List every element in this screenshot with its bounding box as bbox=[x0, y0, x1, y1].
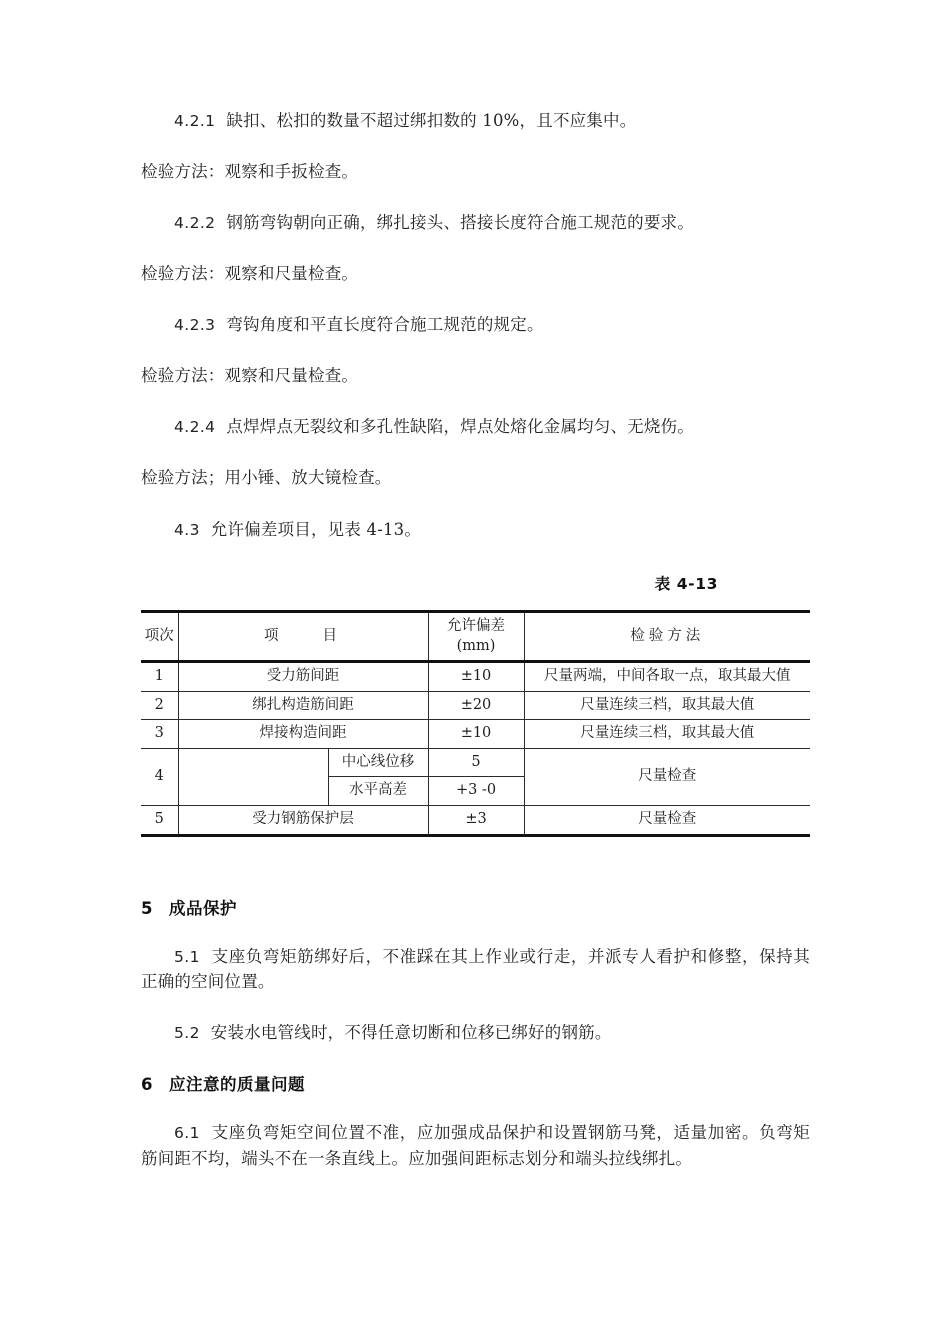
clause-text: 安装水电管线时，不得任意切断和位移已绑好的钢筋。 bbox=[210, 1023, 612, 1043]
section-5-heading bbox=[141, 895, 810, 919]
cell-method: 尺量检查 bbox=[524, 806, 810, 836]
cell-tolerance: +3 -0 bbox=[428, 777, 524, 806]
clause-group-4-2 bbox=[141, 108, 810, 542]
allowable-deviation-table bbox=[141, 610, 810, 837]
cell-index: 5 bbox=[141, 806, 178, 836]
table-row bbox=[141, 748, 810, 777]
cell-item: 焊接构造间距 bbox=[178, 720, 428, 749]
section-6-heading bbox=[141, 1071, 810, 1095]
clause-number: 5.1 bbox=[174, 947, 200, 966]
cell-item: 受力筋间距 bbox=[178, 662, 428, 692]
cell-method: 尺量连续三档，取其最大值 bbox=[524, 720, 810, 749]
clause-number: 5.2 bbox=[174, 1024, 200, 1043]
table-caption: 表 4-13 bbox=[654, 575, 718, 594]
inspection-method-4-2-1: 检验方法：观察和手扳检查。 bbox=[141, 162, 359, 182]
cell-method: 尺量检查 bbox=[524, 748, 810, 805]
cell-tolerance: 5 bbox=[428, 748, 524, 777]
clause-number: 6.1 bbox=[174, 1124, 200, 1143]
clause-4-2-1 bbox=[141, 108, 810, 134]
inspection-method-4-2-2: 检验方法：观察和尺量检查。 bbox=[141, 264, 359, 284]
table-row bbox=[141, 806, 810, 836]
clause-5-1 bbox=[141, 944, 810, 995]
section-6 bbox=[141, 1071, 810, 1171]
cell-tolerance: ±3 bbox=[428, 806, 524, 836]
clause-5-2 bbox=[141, 1020, 810, 1046]
clause-number: 4.3 bbox=[174, 520, 200, 539]
section-number: 6 bbox=[141, 1075, 153, 1095]
clause-text: 缺扣、松扣的数量不超过绑扣数的 10%，且不应集中。 bbox=[226, 111, 637, 130]
section-number: 5 bbox=[141, 898, 153, 918]
header-item: 项 目 bbox=[178, 612, 428, 662]
inspection-method-4-2-3: 检验方法：观察和尺量检查。 bbox=[141, 366, 359, 386]
clause-number: 4.2.4 bbox=[174, 418, 216, 437]
clause-text: 弯钩角度和平直长度符合施工规范的规定。 bbox=[226, 315, 544, 335]
clause-number: 4.2.3 bbox=[174, 316, 216, 335]
cell-method: 尺量两端，中间各取一点，取其最大值 bbox=[524, 662, 810, 692]
table-row bbox=[141, 662, 810, 692]
header-method: 检验方法 bbox=[524, 612, 810, 662]
cell-tolerance: ±20 bbox=[428, 691, 524, 720]
cell-index: 1 bbox=[141, 662, 178, 692]
clause-4-2-2 bbox=[141, 210, 810, 236]
clause-4-3 bbox=[141, 517, 810, 543]
allowable-deviation-table-block bbox=[141, 572, 810, 837]
clause-number: 4.2.1 bbox=[174, 112, 216, 130]
table-header-row bbox=[141, 612, 810, 662]
cell-index: 2 bbox=[141, 691, 178, 720]
cell-subitem: 中心线位移 bbox=[328, 748, 428, 777]
section-title: 应注意的质量问题 bbox=[168, 1075, 305, 1095]
clause-6-1 bbox=[141, 1120, 810, 1171]
section-5 bbox=[141, 895, 810, 1046]
header-index: 项次 bbox=[141, 612, 178, 662]
cell-tolerance: ±10 bbox=[428, 662, 524, 692]
cell-index: 4 bbox=[141, 748, 178, 805]
cell-method: 尺量连续三档，取其最大值 bbox=[524, 691, 810, 720]
inspection-method-4-2-4: 检验方法；用小锤、放大镜检查。 bbox=[141, 468, 392, 488]
header-tolerance: 允许偏差 (mm) bbox=[428, 612, 524, 662]
clause-text: 支座负弯矩筋绑好后，不准踩在其上作业或行走，并派专人看护和修整，保持其正确的空间位置。 bbox=[141, 946, 811, 992]
cell-tolerance: ±10 bbox=[428, 720, 524, 749]
clause-text: 允许偏差项目，见表 4-13。 bbox=[210, 519, 422, 539]
clause-4-2-3 bbox=[141, 312, 810, 338]
table-row bbox=[141, 691, 810, 720]
clause-text: 点焊焊点无裂纹和多孔性缺陷，焊点处熔化金属均匀、无烧伤。 bbox=[226, 417, 694, 437]
clause-4-2-4 bbox=[141, 414, 810, 440]
clause-number: 4.2.2 bbox=[174, 214, 216, 233]
section-title: 成品保护 bbox=[168, 898, 237, 918]
cell-subitem: 水平高差 bbox=[328, 777, 428, 806]
cell-item-blank bbox=[178, 748, 328, 805]
clause-text: 钢筋弯钩朝向正确，绑扎接头、搭接长度符合施工规范的要求。 bbox=[226, 213, 694, 233]
table-row bbox=[141, 720, 810, 749]
cell-index: 3 bbox=[141, 720, 178, 749]
clause-text: 支座负弯矩空间位置不准，应加强成品保护和设置钢筋马凳，适量加密。负弯矩筋间距不均，端头不在一条直线上。应加强间距标志划分和端头拉线绑扎。 bbox=[141, 1123, 811, 1168]
cell-item: 受力钢筋保护层 bbox=[178, 806, 428, 836]
cell-item: 绑扎构造筋间距 bbox=[178, 691, 428, 720]
